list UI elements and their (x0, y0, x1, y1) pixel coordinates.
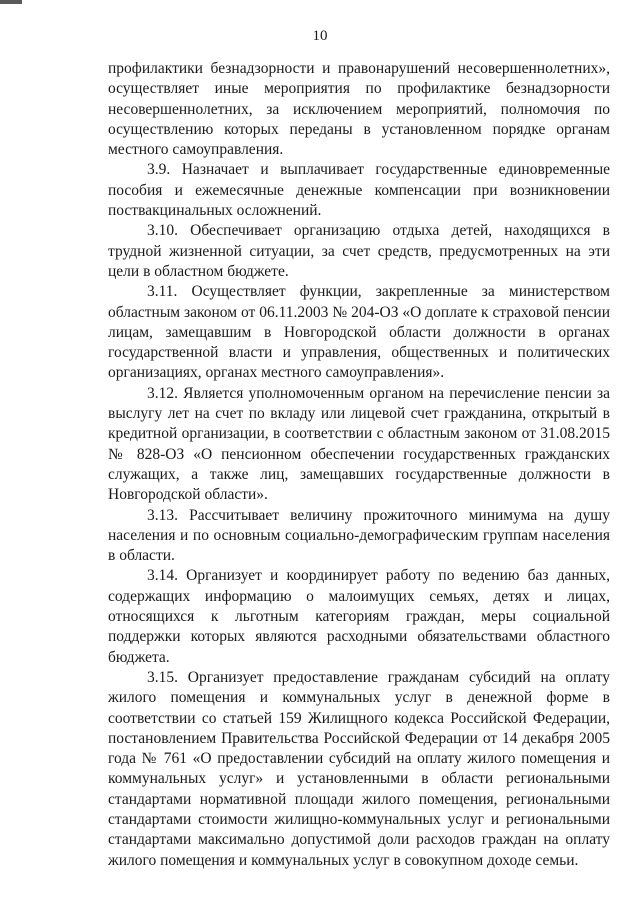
document-body (108, 59, 610, 871)
paragraph-3-15: 3.15. Организует предоставление гражданам субсидий на оплату жилого помещения и коммунальных услуг в денежной форме в соответствии со статьей 159 Жилищного кодекса Российской Федерации, постановлением Правительства Российской Федерации от 14 декабря 2005 года № 761 «О предоставлении субсидий на оплату жилого помещения и коммунальных услуг» и установленными в области региональными стандартами нормативной площади жилого помещения, региональными стандартами стоимости жилищно-коммунальных услуг и региональными стандартами максимально допустимой доли расходов граждан на оплату жилого помещения и коммунальных услуг в совокупном доходе семьи. (108, 668, 610, 869)
paragraph-3-10: 3.10. Обеспечивает организацию отдыха детей, находящихся в трудной жизненной ситуации, за счет средств, предусмотренных на эти цели в областном бюджете. (108, 222, 610, 280)
paragraph-3-11: 3.11. Осуществляет функции, закрепленные за министерством областным законом от 06.11.2003 № 204-ОЗ «О доплате к страховой пенсии лицам, замещавшим в Новгородской области должности в органах государственной власти и управления, общественных и политических организациях, органах местного самоуправления». (108, 283, 610, 382)
paragraph-3-13: 3.13. Рассчитывает величину прожиточного минимума на душу населения и по основным социально-демографическим группам населения в области. (108, 506, 610, 565)
paragraph-3-14: 3.14. Организует и координирует работу по ведению баз данных, содержащих информацию о малоимущих семьях, детях и лицах, относящихся к льготным категориям граждан, меры социальной поддержки которых являются расходными обязательствами областного бюджета. (108, 567, 610, 666)
page-number: 10 (312, 28, 328, 44)
paragraph-3-12: 3.12. Является уполномоченным органом на перечисление пенсии за выслугу лет на счет по вкладу или лицевой счет гражданина, открытый в кредитной организации, в соответствии с областным законом от 31.08.2015 № 828-ОЗ «О пенсионном обеспечении государственных гражданских служащих, а также лиц, замещавших государственные должности в Новгородской области». (108, 384, 610, 504)
paragraph-3-9: 3.9. Назначает и выплачивает государственные единовременные пособия и ежемесячные денежные компенсации при возникновении поствакцинальных осложнений. (108, 161, 610, 220)
paragraph-continuation: профилактики безнадзорности и правонарушений несовершеннолетних», осуществляет иные мероприятия по профилактике безнадзорности несовершеннолетних, за исключением мероприятий, полномочия по осуществлению которых переданы в установленном порядке органам местного самоуправления. (108, 60, 610, 159)
scan-artifact (0, 0, 22, 4)
